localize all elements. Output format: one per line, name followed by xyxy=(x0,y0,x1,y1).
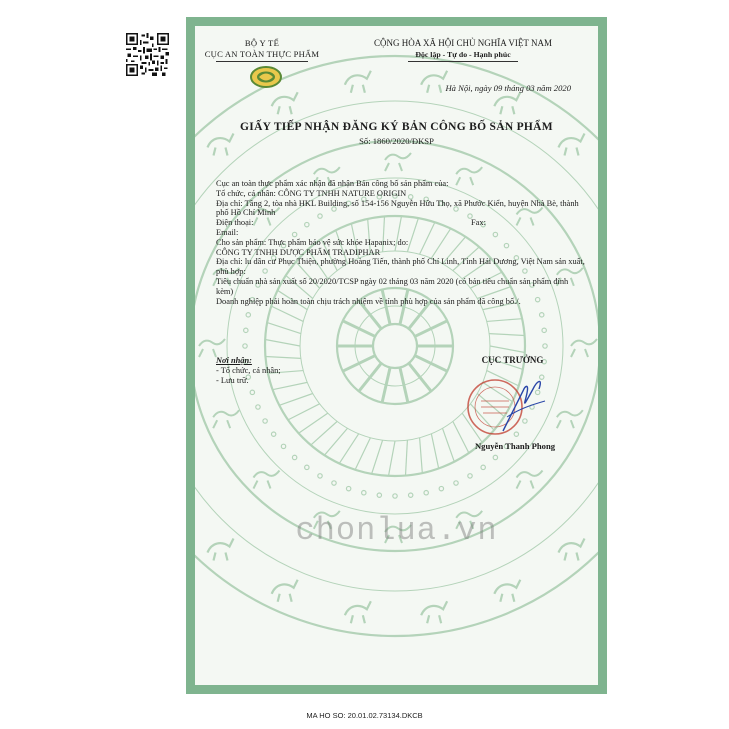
recipient-item: - Tổ chức, cá nhân; xyxy=(216,366,281,375)
national-motto: Độc lập - Tự do - Hạnh phúc xyxy=(415,50,511,59)
header-rule xyxy=(216,61,308,62)
dossier-code: MA HO SO: 20.01.02.73134.DKCB xyxy=(306,711,423,720)
standard-line: Tiêu chuẩn nhà sản xuất số 20/2020/TCSP ngày 02 tháng 03 năm 2020 (có bản tiêu chuẩn sản phẩm đính kèm) xyxy=(216,276,569,296)
certificate-paper xyxy=(195,26,598,685)
email-label: Email: xyxy=(216,227,239,237)
product-line: Cho sản phẩm: Thực phẩm bảo vệ sức khỏe Hapanix; do: xyxy=(216,237,409,247)
recipients xyxy=(216,356,366,386)
agency-logo xyxy=(249,64,283,90)
document-title: GIẤY TIẾP NHẬN ĐĂNG KÝ BẢN CÔNG BỐ SẢN PHẨM xyxy=(240,121,553,133)
responsibility-line: Doanh nghiệp phải hoàn toàn chịu trách nhiệm về tính phù hợp của sản phẩm đã công bố./. xyxy=(216,296,521,306)
country-name: CỘNG HÒA XÃ HỘI CHỦ NGHĨA VIỆT NAM xyxy=(374,38,552,48)
fax-label: Fax: xyxy=(471,218,486,228)
signer-name: Nguyễn Thanh Phong xyxy=(474,441,556,451)
agency-name: CỤC AN TOÀN THỰC PHẨM xyxy=(204,49,320,59)
motto-rule xyxy=(408,61,518,62)
intro-line: Cục an toàn thực phẩm xác nhận đã nhận Bản công bố sản phẩm của: xyxy=(216,179,449,188)
issuer-header xyxy=(203,38,321,62)
organization-address: Địa chỉ: Tầng 2, tòa nhà HKL Building, số 154-156 Nguyễn Hữu Thọ, xã Phước Kiển, huyện Nhà Bè, thành phố Hồ Chí Minh xyxy=(216,198,579,218)
signer-title: CỤC TRƯỞNG xyxy=(481,355,544,365)
qr-code xyxy=(126,33,169,76)
site-watermark: chonlua.vn xyxy=(295,512,498,549)
official-seal-signature xyxy=(463,371,549,441)
ministry-name: BỘ Y TẾ xyxy=(244,38,280,48)
recipient-item: - Lưu trữ. xyxy=(216,376,249,385)
organization-line: Tổ chức, cá nhân: CÔNG TY TNHH NATURE ORIGIN xyxy=(216,188,407,198)
certificate-frame xyxy=(186,17,607,694)
document-number: Số: 1860/2020/ĐKSP xyxy=(359,136,434,146)
phone-label: Điện thoại: xyxy=(216,218,254,228)
manufacturer-name: CÔNG TY TNHH DƯỢC PHẨM TRADIPHAR xyxy=(216,247,381,257)
state-header xyxy=(347,38,579,62)
manufacturer-address: Địa chỉ: lu dân cư Phục Thiện, phường Hoàng Tiến, thành phố Chí Linh, Tỉnh Hải Dương, Việt Nam sản xuất, phù hợp: xyxy=(216,257,585,277)
certificate-body xyxy=(216,179,586,306)
issue-date: Hà Nội, ngày 09 tháng 03 năm 2020 xyxy=(445,83,571,93)
recipients-heading: Nơi nhận: xyxy=(216,356,252,365)
contact-line xyxy=(216,218,586,228)
